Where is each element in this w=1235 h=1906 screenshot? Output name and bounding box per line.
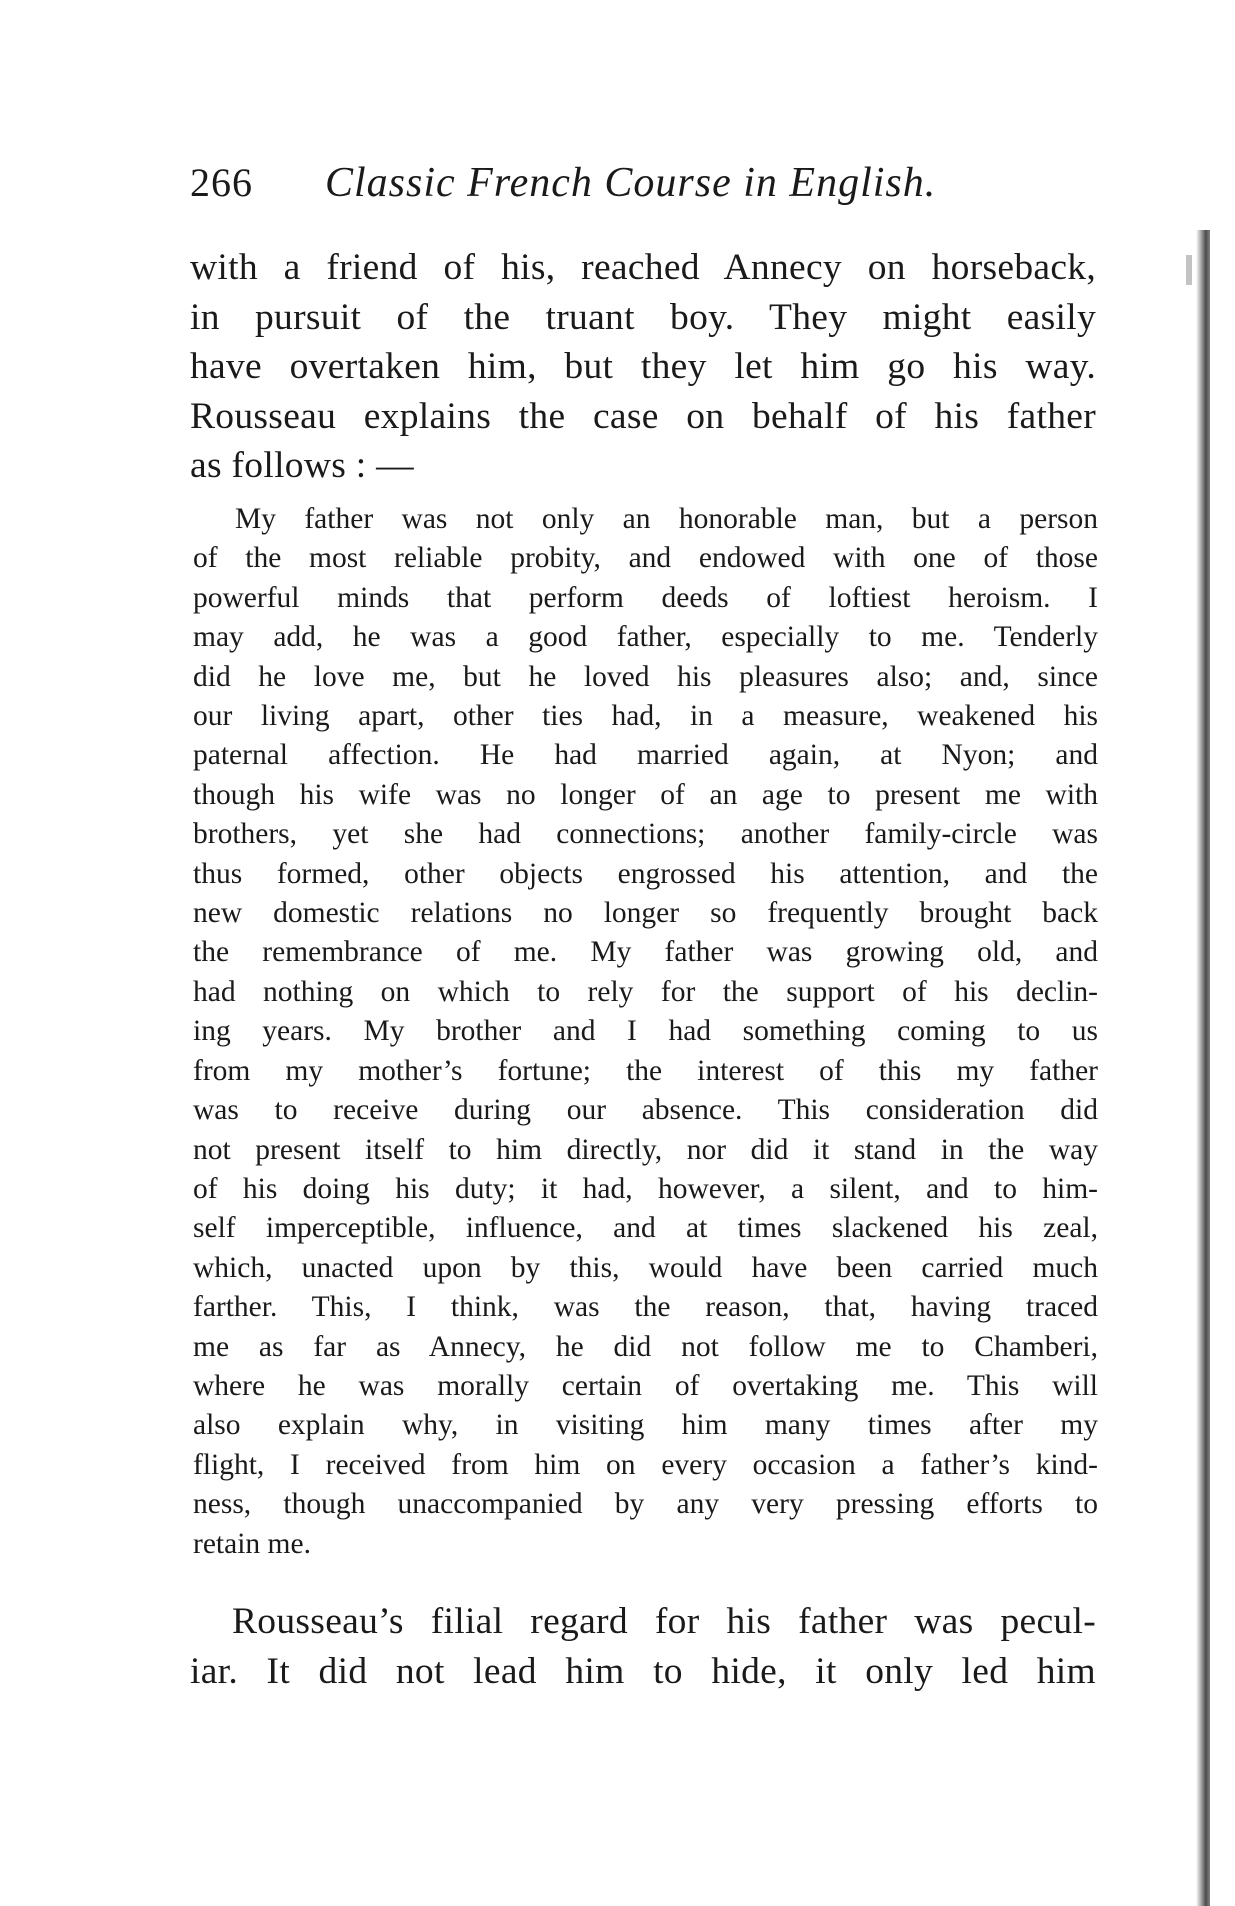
quote-line: thus formed, other objects engrossed his attention, and the [193,857,1098,890]
running-title: Classic French Course in English. [325,160,937,206]
text-line: Rousseau explains the case on behalf of his father [190,395,1096,437]
quote-line: from my mother’s fortune; the interest of this my father [193,1054,1098,1087]
quote-line: powerful minds that perform deeds of loftiest heroism. I [193,581,1098,614]
quote-line: though his wife was no longer of an age to present me with [193,778,1098,811]
quote-line: was to receive during our absence. This consideration did [193,1094,1098,1127]
quote-line: had nothing on which to rely for the support of his declin- [193,975,1098,1008]
quote-line: me as far as Annecy, he did not follow me to Chamberi, [193,1330,1098,1363]
quote-line: brothers, yet she had connections; another family-circle was [193,818,1098,851]
text-line: Rousseau’s filial regard for his father was pecul- [232,1601,1096,1642]
quote-line: flight, I received from him on every occasion a father’s kind- [193,1448,1098,1481]
quote-line: farther. This, I think, was the reason, that, having traced [193,1291,1098,1324]
page-header [190,158,1090,208]
quote-line: ing years. My brother and I had something coming to us [193,1015,1098,1048]
quote-line: the remembrance of me. My father was growing old, and [193,936,1098,969]
quote-line: our living apart, other ties had, in a measure, weakened his [193,700,1098,733]
quote-line: of the most reliable probity, and endowed with one of those [193,542,1098,575]
quote-line: retain me. [193,1527,311,1560]
quote-line: may add, he was a good father, especially to me. Tenderly [193,621,1098,654]
quote-line: My father was not only an honorable man, but a person [235,503,1098,535]
text-line: as follows : — [190,445,414,486]
page-edge-shadow [1196,230,1210,1906]
quote-line: self imperceptible, influence, and at times slackened his zeal, [193,1212,1098,1245]
text-line: in pursuit of the truant boy. They might easily [190,296,1096,338]
body-paragraph-1 [190,243,1096,491]
text-line: iar. It did not lead him to hide, it only led him [190,1650,1096,1692]
quote-line: where he was morally certain of overtaking me. This will [193,1369,1098,1402]
page-edge-mark [1186,255,1192,285]
body-paragraph-2 [190,1597,1096,1696]
quote-line: paternal affection. He had married again, at Nyon; and [193,739,1098,772]
quote-line: also explain why, in visiting him many times after my [193,1409,1098,1442]
page-number: 266 [190,160,253,205]
block-quote [193,500,1098,1564]
quote-line: ness, though unaccompanied by any very pressing efforts to [193,1488,1098,1521]
quote-line: new domestic relations no longer so frequently brought back [193,897,1098,930]
quote-line: which, unacted upon by this, would have been carried much [193,1251,1098,1284]
quote-line: not present itself to him directly, nor did it stand in the way [193,1133,1098,1166]
quote-line: of his doing his duty; it had, however, a silent, and to him- [193,1172,1098,1205]
quote-line: did he love me, but he loved his pleasures also; and, since [193,660,1098,693]
text-line: with a friend of his, reached Annecy on horseback, [190,247,1096,288]
text-line: have overtaken him, but they let him go his way. [190,346,1096,387]
